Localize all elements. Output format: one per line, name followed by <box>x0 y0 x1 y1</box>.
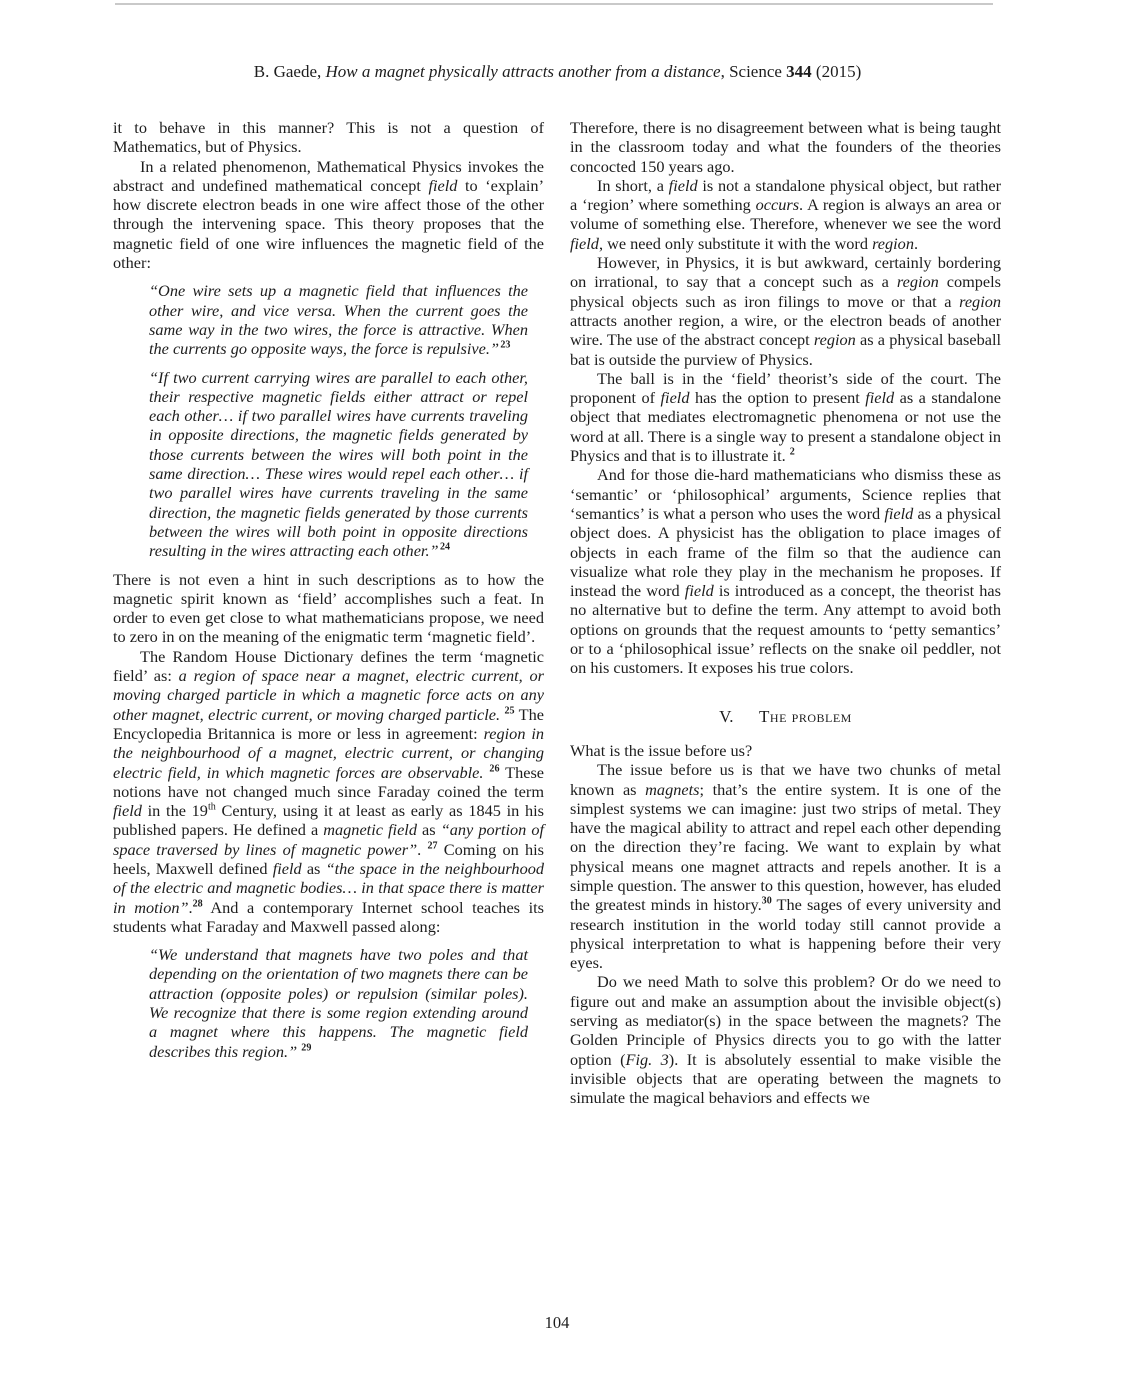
section-heading <box>570 707 1001 726</box>
text-run: field <box>668 175 698 195</box>
text-run: magnets <box>645 779 700 799</box>
text-run: field <box>113 801 142 821</box>
paragraph <box>570 465 1001 677</box>
text-run: compels physical objects such as iron filings to move or that a <box>570 272 1001 311</box>
text-run: “One wire sets up a magnetic field that influences the other wire, and vice versa. When the current goes the same way in the two wires, the force is attractive. When the currents go opposite ways, the force is repulsive.” <box>149 281 528 359</box>
text-run: field <box>428 175 458 195</box>
text-run: However, in Physics, it is but awkward, certainly bordering on irrational, to say that a concept such as a <box>570 253 1001 292</box>
text-run: 23 <box>500 339 511 351</box>
text-run: occurs <box>755 195 800 215</box>
text-run: it to behave in this manner? This is not a question of Mathematics, but of Physics. <box>113 118 544 157</box>
text-run: field <box>884 503 914 523</box>
text-run: “We understand that magnets have two poles and that depending on the orientation of two magnets there can be attraction (opposite poles) or repulsion (similar poles). We recognize that there is some region extending around a magnet where this happens. The magnetic field describes this region.” <box>149 945 528 1061</box>
text-run: 26 <box>489 763 500 775</box>
text-run: “any portion of space traversed by lines of magnetic power” <box>113 820 545 859</box>
paragraph <box>113 157 544 273</box>
text-run: region <box>813 330 856 350</box>
text-run: (2015) <box>811 62 862 81</box>
text-run: How a magnet physically attracts another from a distance <box>325 62 721 81</box>
paragraph <box>113 647 544 936</box>
text-run: attracts another region, a wire, or the electron beads of another wire. The use of the abstract concept <box>570 310 1001 350</box>
text-run: Fig. 3 <box>625 1049 669 1069</box>
top-divider-rule <box>115 3 993 5</box>
text-run: . <box>188 897 193 917</box>
text-run: The Random House Dictionary defines the term ‘magnetic field’ as: <box>113 646 544 686</box>
text-run: Coming on his heels, Maxwell defined <box>113 839 545 878</box>
text-run: field <box>272 858 302 878</box>
text-run: The ball is in the ‘field’ theorist’s side of the court. The proponent of <box>570 368 1001 408</box>
paragraph <box>570 253 1001 369</box>
text-run: What is the issue before us? <box>570 740 753 760</box>
text-run: 24 <box>439 541 451 553</box>
block-quote <box>149 368 528 561</box>
text-run: as <box>301 858 326 878</box>
text-run: ). It is absolutely essential to make visible the invisible objects that are operating between the magnets to simulate the magical behaviors and effects we <box>570 1049 1002 1108</box>
text-run: The sages of every university and research institution in the world today still cannot provide a physical interpretation to what is happening before their very eyes. <box>570 895 1001 973</box>
text-run: Century, using it at least as early as 1845 in his published papers. He defined a <box>113 801 544 840</box>
text-run: ; that’s the entire system. It is one of the simplest systems we can imagine: just two strips of metal. They have the magical ability to attract and repel each other depending on the direction they’re facing. We want to explain by what physical means one magnet attracts and repels another. It is a simple question. The answer to this question, however, has eluded the greatest minds in history. <box>570 779 1001 915</box>
paragraph <box>570 118 1001 176</box>
text-run: to ‘explain’ how discrete electron beads in one wire affect those of the other through the intervening space. This theory proposes that the magnetic field of one wire influences the magnetic field of the other: <box>113 175 544 273</box>
text-run: . <box>417 839 428 859</box>
block-quote <box>149 281 528 358</box>
text-run: is not a standalone physical object, but rather a ‘region’ where something <box>570 175 1001 215</box>
text-run: The issue before us is that we have two chunks of metal known as <box>570 760 1001 799</box>
paragraph <box>570 972 1001 1107</box>
paragraph <box>570 760 1001 972</box>
running-head <box>113 62 1002 82</box>
text-run: In short, a <box>597 175 669 195</box>
text-run: field <box>684 581 714 601</box>
text-run: as <box>416 820 441 840</box>
right-column <box>570 118 1001 1108</box>
text-run: a region of space near a magnet, electric current, or moving charged particle in which a magnetic force acts on any other magnet, electric current, or moving charged particle. <box>113 666 544 724</box>
paragraph <box>570 369 1001 465</box>
text-run: region <box>959 291 1001 311</box>
text-run: field <box>570 233 599 253</box>
text-run: th <box>207 801 216 813</box>
text-run: 2 <box>789 446 795 458</box>
text-run: In a related phenomenon, Mathematical Physics invokes the abstract and undefined mathematical concept <box>113 156 544 195</box>
text-run: B. Gaede, <box>253 62 326 81</box>
text-run: 25 <box>504 705 515 717</box>
text-run: 30 <box>761 895 772 907</box>
text-run: The problem <box>759 706 852 726</box>
paragraph <box>570 741 1001 760</box>
paragraph <box>113 118 544 157</box>
text-run: And for those die-hard mathematicians who dismiss these as ‘semantic’ or ‘philosophical’ arguments, Science replies that ‘semantics’ is what a person who uses the word <box>570 465 1001 523</box>
text-run: magnetic field <box>323 820 417 840</box>
text-run: region in the neighbourhood of a magnet, electric current, or changing electric field, in which magnetic forces are observable. <box>113 723 544 782</box>
text-run: 29 <box>301 1042 312 1054</box>
text-run: . A region is always an area or volume of something else. Therefore, whenever we see the word <box>570 195 1001 234</box>
two-column-body <box>113 118 1001 1108</box>
text-run: The Encyclopedia Britannica is more or less in agreement: <box>113 704 544 743</box>
text-run: There is not even a hint in such descriptions as to how the magnetic spirit known as ‘field’ accomplishes such a feat. In order to even get close to what mathematicians propose, we need to zero in on the meaning of the enigmatic term ‘magnetic field’. <box>113 569 544 647</box>
text-run: 344 <box>786 62 812 81</box>
text-run: as a physical baseball bat is outside the purview of Physics. <box>570 330 1001 369</box>
text-run: is introduced as a concept, the theorist has no alternative but to define the term. Any attempt to avoid both options on grounds that the request amounts to ‘petty semantics’ or to a ‘philosophical issue’ reflects on the snake oil peddler, not on his customers. It exposes his true colors. <box>570 581 1001 678</box>
paragraph <box>570 176 1001 253</box>
text-run: Therefore, there is no disagreement between what is being taught in the classroom today and what the founders of the theories concocted 150 years ago. <box>570 118 1001 176</box>
text-run: , Science <box>720 62 787 81</box>
text-run: Do we need Math to solve this problem? Or do we need to figure out and make an assumption about the invisible object(s) serving as mediator(s) in the space between the magnets? The Golden Principle of Physics directs you to go with the latter option ( <box>570 972 1001 1069</box>
paragraph <box>113 570 544 647</box>
text-run: 28 <box>192 898 203 910</box>
text-run: in the 19 <box>141 801 208 821</box>
text-run: These notions have not changed much since Faraday coined the term <box>113 762 545 801</box>
text-run: has the option to present <box>689 388 866 408</box>
text-run: 27 <box>427 840 438 852</box>
text-run: And a contemporary Internet school teaches its students what Faraday and Maxwell passed along: <box>113 897 544 936</box>
text-run: region <box>896 272 939 292</box>
text-run: “the space in the neighbourhood of the electric and magnetic bodies… in that space there is matter in motion” <box>113 858 544 917</box>
text-run: as a standalone object that mediates electromagnetic phenomena or not use the word at all. There is a single way to present a standalone object in Physics and that is to illustrate it. <box>570 388 1001 466</box>
text-run: . <box>913 233 919 253</box>
text-run: field <box>865 388 895 408</box>
text-run: “If two current carrying wires are parallel to each other, their respective magnetic fields either attract or repel each other… if two parallel wires have currents traveling in opposite directions, the magnetic fields generated by those currents between the wires will both point in the same direction… These wires would repel each other… if two parallel wires have currents traveling in the same direction, the magnetic fields generated by those currents between the wires will both point in opposite directions resulting in the wires attracting each other.” <box>149 367 528 561</box>
text-run: region <box>872 233 914 253</box>
text-run: V. <box>719 706 760 726</box>
left-column <box>113 118 544 1108</box>
block-quote <box>149 945 528 1061</box>
page-number: 104 <box>544 1313 570 1332</box>
text-run: field <box>660 388 690 408</box>
text-run: , we need only substitute it with the word <box>598 233 873 253</box>
text-run: as a physical object does. A physicist has the obligation to place images of objects in each frame of the film so that the audience can visualize what role they play in the mechanism he proposes. If instead the word <box>570 503 1001 601</box>
